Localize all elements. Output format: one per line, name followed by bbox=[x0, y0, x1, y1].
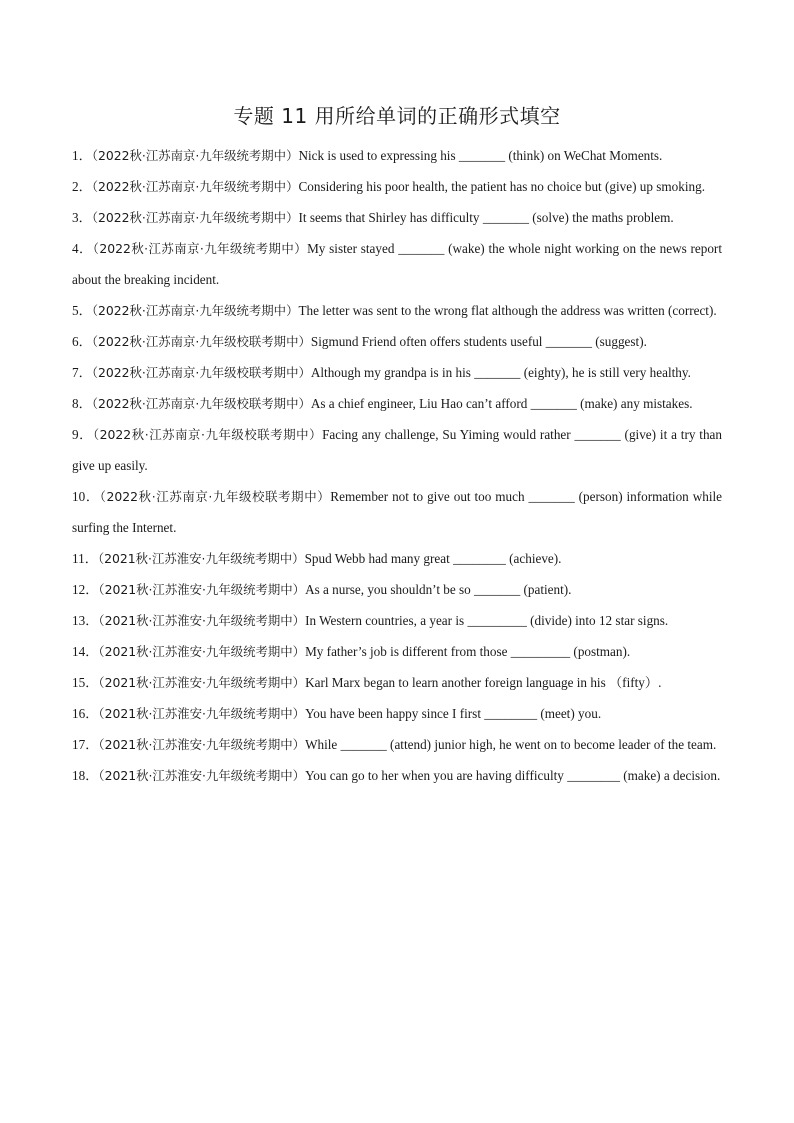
question-text-after: (attend) junior high, he went on to become leader of the team. bbox=[386, 737, 717, 752]
question-number: 12． bbox=[72, 582, 99, 597]
question-text-after: (postman). bbox=[570, 644, 631, 659]
question-source: （2021秋·江苏淮安·九年级统考期中） bbox=[97, 551, 305, 566]
question-text-after: (wake) the whole night working on the news report about the breaking incident. bbox=[72, 241, 722, 287]
answer-blank[interactable]: ________ bbox=[453, 551, 506, 566]
question-source: （2021秋·江苏淮安·九年级统考期中） bbox=[98, 675, 306, 690]
question-number: 15． bbox=[72, 675, 99, 690]
question-text-before: Although my grandpa is in his bbox=[310, 365, 475, 380]
question-item bbox=[72, 357, 722, 388]
question-source: （2022秋·江苏南京·九年级统考期中） bbox=[91, 210, 299, 225]
question-number: 11． bbox=[72, 551, 98, 566]
question-source: （2022秋·江苏南京·九年级校联考期中） bbox=[92, 427, 323, 442]
question-item bbox=[72, 729, 722, 760]
question-text-before: You have been happy since I first bbox=[305, 706, 485, 721]
question-number: 9． bbox=[72, 427, 93, 442]
question-number: 3． bbox=[72, 210, 92, 225]
question-text-after: (patient). bbox=[520, 582, 572, 597]
question-source: （2022秋·江苏南京·九年级统考期中） bbox=[91, 303, 299, 318]
question-item bbox=[72, 481, 722, 543]
question-text-before: Sigmund Friend often offers students useful bbox=[310, 334, 546, 349]
question-number: 2． bbox=[72, 179, 92, 194]
question-text-before: Remember not to give out too much bbox=[330, 489, 529, 504]
question-source: （2022秋·江苏南京·九年级校联考期中） bbox=[99, 489, 331, 504]
question-text-before: You can go to her when you are having difficulty bbox=[305, 768, 568, 783]
question-number: 18． bbox=[72, 768, 99, 783]
answer-blank[interactable]: _______ bbox=[482, 210, 529, 225]
question-text-after: (think) on WeChat Moments. bbox=[505, 148, 663, 163]
question-text-after: (suggest). bbox=[591, 334, 647, 349]
answer-blank[interactable]: _______ bbox=[528, 489, 575, 504]
question-source: （2022秋·江苏南京·九年级校联考期中） bbox=[91, 365, 311, 380]
answer-blank[interactable]: _______ bbox=[340, 737, 387, 752]
question-text-before: Karl Marx began to learn another foreign language in his （fifty）. bbox=[305, 675, 662, 690]
question-number: 10． bbox=[72, 489, 100, 504]
answer-blank[interactable]: _________ bbox=[510, 644, 571, 659]
question-item bbox=[72, 636, 722, 667]
question-text-after: (eighty), he is still very healthy. bbox=[520, 365, 691, 380]
question-source: （2022秋·江苏南京·九年级校联考期中） bbox=[91, 396, 311, 411]
question-text-before: Facing any challenge, Su Yiming would rather bbox=[322, 427, 575, 442]
answer-blank[interactable]: _______ bbox=[458, 148, 506, 163]
question-text-before: Nick is used to expressing his bbox=[298, 148, 459, 163]
question-number: 14． bbox=[72, 644, 99, 659]
question-number: 6． bbox=[72, 334, 92, 349]
question-number: 5． bbox=[72, 303, 92, 318]
question-item bbox=[72, 171, 722, 202]
answer-blank[interactable]: _______ bbox=[545, 334, 592, 349]
question-source: （2022秋·江苏南京·九年级统考期中） bbox=[91, 148, 299, 163]
answer-blank[interactable]: _______ bbox=[574, 427, 621, 442]
question-text-after: (make) any mistakes. bbox=[576, 396, 693, 411]
page-title: 专题 11 用所给单词的正确形式填空 bbox=[233, 104, 561, 128]
question-item bbox=[72, 326, 722, 357]
question-text-before: The letter was sent to the wrong flat although the address was written (correct). bbox=[298, 303, 717, 318]
question-text-before: My father’s job is different from those bbox=[305, 644, 511, 659]
question-source: （2021秋·江苏淮安·九年级统考期中） bbox=[98, 768, 306, 783]
question-text-before: In Western countries, a year is bbox=[305, 613, 468, 628]
question-text-before: As a chief engineer, Liu Hao can’t afford bbox=[310, 396, 531, 411]
question-text-after: (solve) the maths problem. bbox=[528, 210, 674, 225]
question-text-after: (person) information while surfing the Internet. bbox=[72, 489, 723, 535]
question-source: （2021秋·江苏淮安·九年级统考期中） bbox=[98, 613, 306, 628]
question-text-before: Considering his poor health, the patient has no choice but (give) up smoking. bbox=[298, 179, 706, 194]
question-item bbox=[72, 388, 722, 419]
answer-blank[interactable]: _______ bbox=[474, 582, 521, 597]
question-item bbox=[72, 233, 722, 295]
question-number: 7． bbox=[72, 365, 92, 380]
answer-blank[interactable]: _________ bbox=[467, 613, 527, 628]
question-number: 8． bbox=[72, 396, 92, 411]
question-source: （2022秋·江苏南京·九年级统考期中） bbox=[92, 241, 308, 256]
question-text-before: While bbox=[305, 737, 341, 752]
question-number: 13． bbox=[72, 613, 99, 628]
question-text-before: Spud Webb had many great bbox=[304, 551, 454, 566]
question-item bbox=[72, 667, 722, 698]
question-text-after: (meet) you. bbox=[537, 706, 602, 721]
question-list bbox=[72, 140, 722, 791]
answer-blank[interactable]: ________ bbox=[484, 706, 538, 721]
answer-blank[interactable]: ________ bbox=[567, 768, 620, 783]
question-source: （2021秋·江苏淮安·九年级统考期中） bbox=[98, 644, 306, 659]
question-text-before: It seems that Shirley has difficulty bbox=[298, 210, 483, 225]
question-source: （2021秋·江苏淮安·九年级统考期中） bbox=[98, 706, 306, 721]
question-item bbox=[72, 419, 722, 481]
question-text-after: (achieve). bbox=[505, 551, 562, 566]
question-source: （2021秋·江苏淮安·九年级统考期中） bbox=[98, 737, 306, 752]
question-item bbox=[72, 202, 722, 233]
question-item bbox=[72, 574, 722, 605]
question-item bbox=[72, 698, 722, 729]
question-text-before: As a nurse, you shouldn’t be so bbox=[305, 582, 475, 597]
answer-blank[interactable]: _______ bbox=[398, 241, 445, 256]
question-source: （2022秋·江苏南京·九年级统考期中） bbox=[91, 179, 299, 194]
question-text-after: (divide) into 12 star signs. bbox=[526, 613, 669, 628]
question-item bbox=[72, 295, 722, 326]
question-item bbox=[72, 140, 722, 171]
question-number: 4． bbox=[72, 241, 93, 256]
question-number: 16． bbox=[72, 706, 99, 721]
question-text-before: My sister stayed bbox=[307, 241, 399, 256]
question-item bbox=[72, 760, 722, 791]
question-source: （2022秋·江苏南京·九年级校联考期中） bbox=[91, 334, 311, 349]
answer-blank[interactable]: _______ bbox=[530, 396, 577, 411]
question-text-after: (make) a decision. bbox=[619, 768, 721, 783]
question-item bbox=[72, 543, 722, 574]
question-item bbox=[72, 605, 722, 636]
question-number: 1． bbox=[72, 148, 92, 163]
question-source: （2021秋·江苏淮安·九年级统考期中） bbox=[98, 582, 306, 597]
answer-blank[interactable]: _______ bbox=[474, 365, 521, 380]
question-text-after: (give) it a try than give up easily. bbox=[72, 427, 723, 473]
question-number: 17． bbox=[72, 737, 99, 752]
